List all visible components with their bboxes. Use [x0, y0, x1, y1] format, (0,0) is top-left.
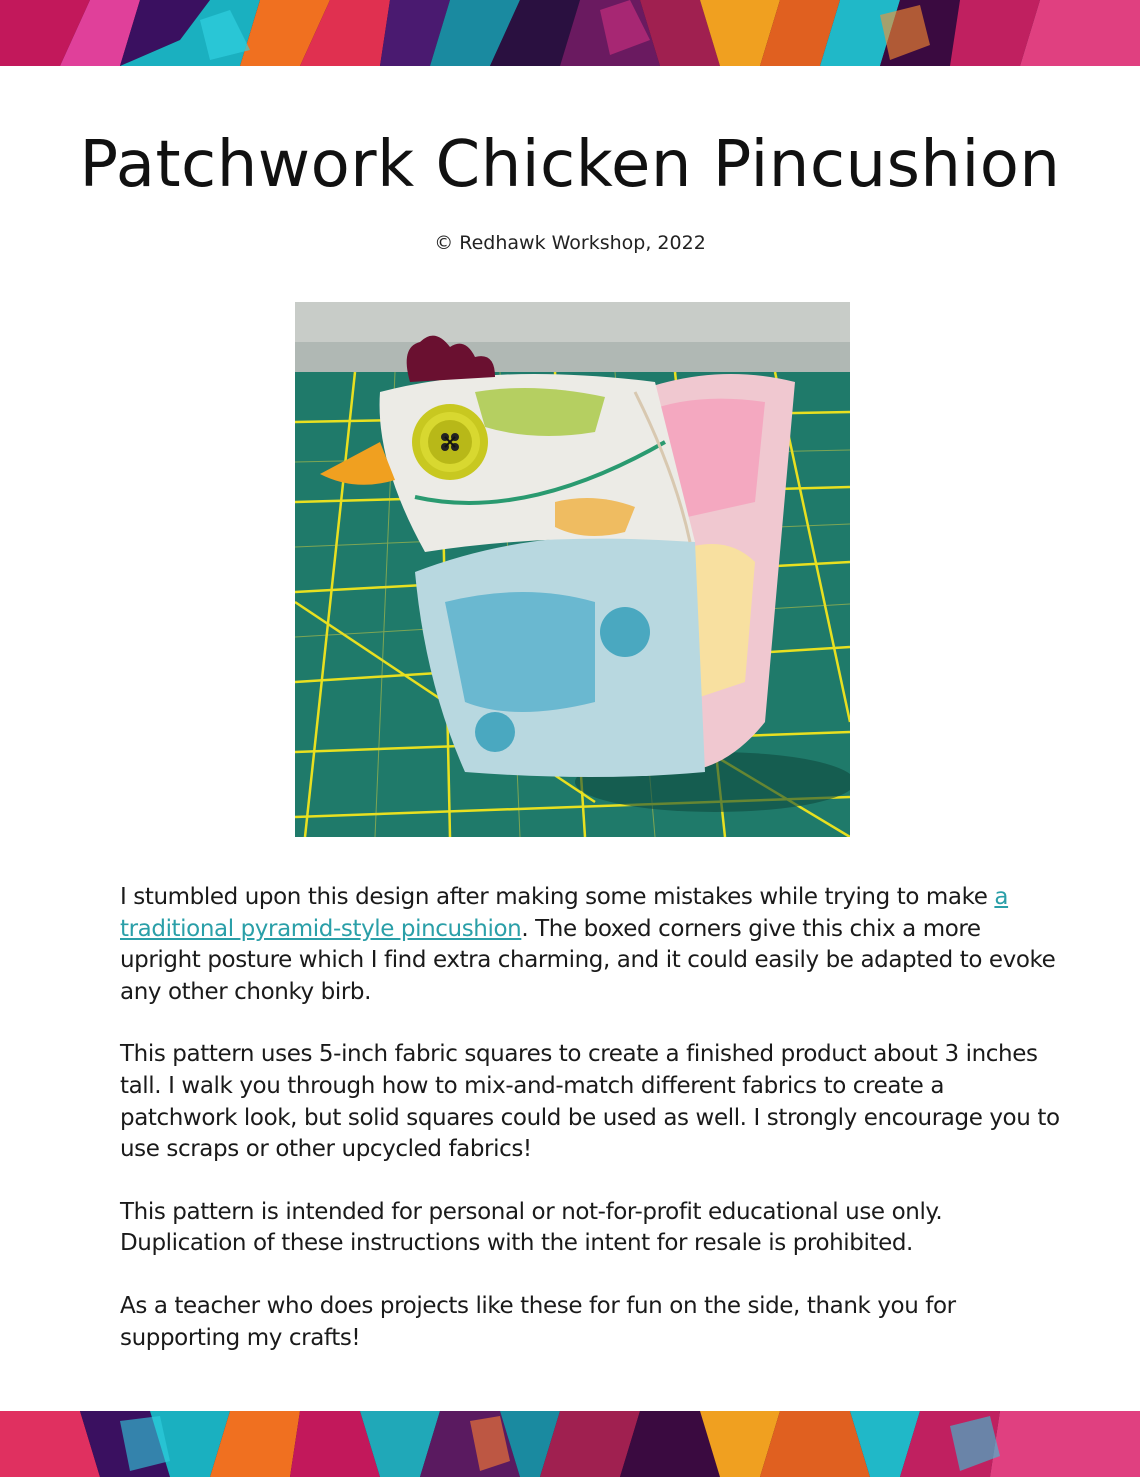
paragraph-materials: This pattern uses 5-inch fabric squares to create a finished product about 3 inches tall. I walk you through how to mix-and-match different fabrics to create a patchwork look, but solid squares could be used as well. I strongly encourage you to use scraps or other upcycled fabrics! — [120, 1041, 1060, 1163]
page-title: Patchwork Chicken Pincushion — [79, 128, 1061, 202]
banner-pattern-top — [0, 0, 1140, 66]
paragraph-usage-terms: This pattern is intended for personal or not-for-profit educational use only. Duplication of these instructions with the intent for resale is prohibited. — [120, 1198, 943, 1257]
paragraph-intro — [120, 882, 1060, 1008]
top-decorative-banner — [0, 0, 1140, 66]
pyramid-pincushion-link[interactable]: a traditional pyramid-style pincushion — [120, 884, 1009, 942]
banner-pattern-bottom — [0, 1411, 1140, 1477]
paragraph-thanks: As a teacher who does projects like these for fun on the side, thank you for supporting my crafts! — [120, 1292, 956, 1351]
chicken-pincushion-illustration — [295, 302, 850, 837]
pincushion-photo — [295, 302, 850, 837]
copyright-notice: © Redhawk Workshop, 2022 — [434, 232, 706, 254]
paragraph-intro-text-end: . The boxed corners give this chix a more upright posture which I find extra charming, and it could easily be adapted to evoke any other chonky birb. — [120, 915, 1056, 1005]
bottom-decorative-banner — [0, 1411, 1140, 1477]
intro-text — [120, 882, 1060, 1385]
paragraph-intro-text-start: I stumbled upon this design after making some mistakes while trying to make — [120, 884, 995, 910]
